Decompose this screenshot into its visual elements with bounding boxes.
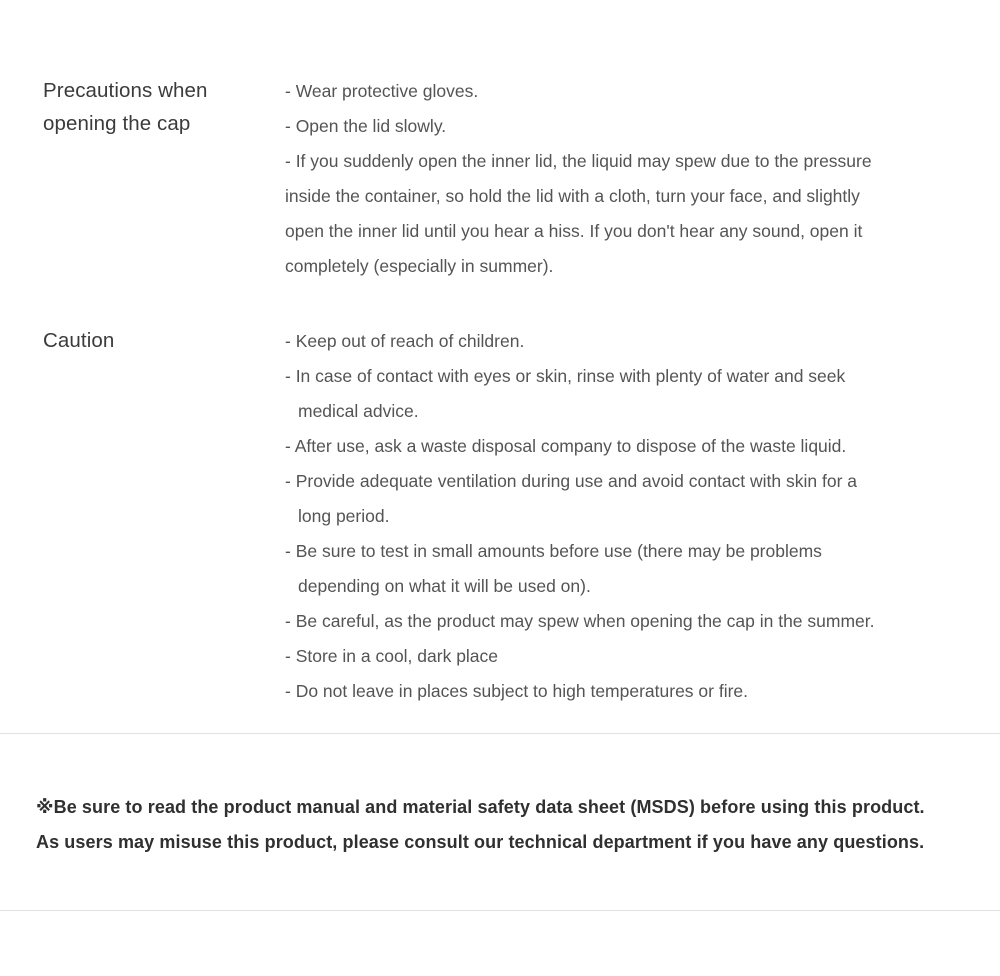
list-item-line: - Provide adequate ventilation during use and avoid contact with skin for a — [285, 471, 858, 491]
list-item-line: - Keep out of reach of children. — [285, 331, 525, 351]
list-item-line: medical advice. — [298, 401, 419, 421]
list-item — [285, 144, 956, 284]
msds-note-line: ※Be sure to read the product manual and material safety data sheet (MSDS) before using this product. — [36, 797, 925, 817]
list-item — [285, 604, 956, 639]
list-item-line: - Be sure to test in small amounts before use (there may be problems — [285, 541, 822, 561]
list-item-line: open the inner lid until you hear a hiss. If you don't hear any sound, open it — [285, 221, 863, 241]
list-item-line: - Wear protective gloves. — [285, 81, 479, 101]
section-label: Precautions when opening the cap — [43, 79, 208, 135]
section-row — [43, 74, 956, 284]
list-item-line: inside the container, so hold the lid with a cloth, turn your face, and slightly — [285, 186, 860, 206]
list-item-line: - If you suddenly open the inner lid, the liquid may spew due to the pressure — [285, 151, 872, 171]
msds-note-line: As users may misuse this product, please consult our technical department if you have any questions. — [36, 832, 925, 852]
list-item — [285, 429, 956, 464]
list-item-line: long period. — [298, 506, 390, 526]
list-item — [285, 74, 956, 109]
list-item — [285, 639, 956, 674]
list-item-line: - After use, ask a waste disposal company to dispose of the waste liquid. — [285, 436, 847, 456]
list-item — [285, 324, 956, 359]
section-items — [285, 324, 956, 709]
list-item — [285, 534, 956, 604]
list-item — [285, 464, 956, 534]
list-item — [285, 109, 956, 144]
divider — [0, 733, 1000, 734]
list-item-line: - Do not leave in places subject to high temperatures or fire. — [285, 681, 749, 701]
list-item-line: - Store in a cool, dark place — [285, 646, 499, 666]
list-item — [285, 674, 956, 709]
section-items — [285, 74, 956, 284]
list-item — [285, 359, 956, 429]
list-item-line: - Be careful, as the product may spew when opening the cap in the summer. — [285, 611, 875, 631]
msds-note — [36, 790, 960, 860]
list-item-line: - Open the lid slowly. — [285, 116, 447, 136]
divider — [0, 910, 1000, 911]
list-item-line: - In case of contact with eyes or skin, rinse with plenty of water and seek — [285, 366, 846, 386]
section-label: Caution — [43, 329, 115, 352]
list-item-line: depending on what it will be used on). — [298, 576, 591, 596]
section-row — [43, 324, 956, 709]
list-item-line: completely (especially in summer). — [285, 256, 554, 276]
